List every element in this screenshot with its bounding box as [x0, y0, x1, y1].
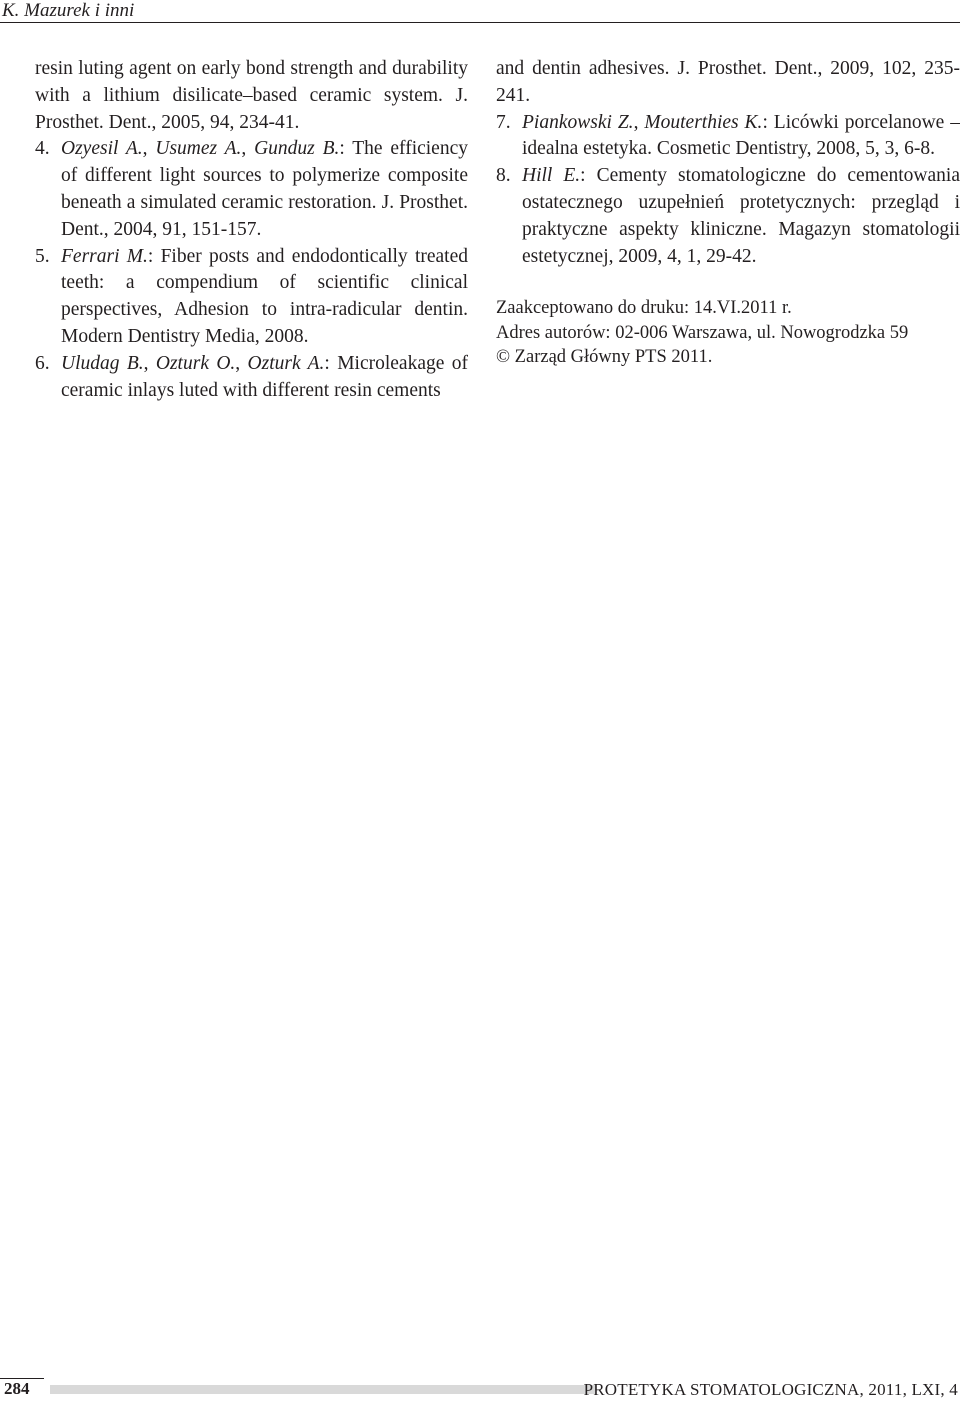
reference-item: 4. Ozyesil A., Usumez A., Gunduz B.: The efficiency of different light sources to polymerize composite beneath a simulated ceramic restoration. J. Prosthet. Dent., 2004, 91, 151-157.	[35, 138, 468, 240]
acceptance-date: Zaakceptowano do druku: 14.VI.2011 r.	[496, 298, 792, 319]
reference-author: Ozturk O.	[155, 352, 236, 374]
copyright-notice: © Zarząd Główny PTS 2011.	[496, 347, 713, 368]
reference-list-left	[35, 136, 468, 404]
footer-bar	[50, 1385, 596, 1394]
journal-footer: PROTETYKA STOMATOLOGICZNA, 2011, LXI, 4	[583, 1380, 958, 1399]
reference-text: : Fiber posts and endodontically treated teeth: a compendium of scientific clinical perspectives, Adhesion to intra-radicular dentin. Modern Dentistry Media, 2008.	[61, 245, 468, 347]
reference-item: 7. Piankowski Z., Mouterthies K.: Licówki porcelanowe – idealna estetyka. Cosmetic Dentistry, 2008, 5, 3, 6-8.	[496, 111, 960, 160]
reference-number: 8.	[496, 165, 511, 187]
reference-author: Ozturk A.	[247, 352, 325, 374]
reference-author: Mouterthies K.	[644, 111, 763, 133]
reference-author: Piankowski Z.	[522, 111, 634, 133]
reference-continuation: and dentin adhesives. J. Prosthet. Dent., 2009, 102, 235-241.	[496, 58, 960, 106]
reference-author: Uludag B.	[61, 352, 144, 374]
reference-author: Ozyesil A.	[61, 138, 143, 160]
left-column	[35, 56, 468, 404]
reference-text: : The efficiency of different light sources to polymerize composite beneath a simulated ceramic restoration. J. Prosthet. Dent., 2004, 91, 151-157.	[61, 138, 468, 240]
reference-number: 6.	[35, 352, 50, 374]
reference-author: Hill E.	[522, 165, 581, 187]
author-address: Adres autorów: 02-006 Warszawa, ul. Nowogrodzka 59	[496, 322, 909, 343]
reference-list-right	[496, 110, 960, 271]
reference-text: : Microleakage of ceramic inlays luted with different resin cements	[61, 352, 468, 401]
page-number: 284	[4, 1379, 30, 1398]
reference-item: 6. Uludag B., Ozturk O., Ozturk A.: Microleakage of ceramic inlays luted with different resin cements	[35, 352, 468, 401]
reference-author: Usumez A.	[155, 138, 242, 160]
header-rule	[0, 22, 960, 23]
reference-item	[35, 244, 468, 351]
reference-author: Gunduz B.	[254, 138, 340, 160]
publication-notes	[496, 296, 960, 370]
reference-text: : Cementy stomatologiczne do cementowania ostatecznego uzupełnień protetycznych: przegląd i praktyczne aspekty kliniczne. Magazyn stomatologii estetycznej, 2009, 4, 1, 29-42.	[522, 165, 960, 267]
reference-number: 7.	[496, 111, 511, 133]
reference-item	[496, 163, 960, 270]
reference-number: 4.	[35, 138, 50, 160]
running-head: K. Mazurek i inni	[2, 0, 135, 21]
reference-author: Ferrari M.	[61, 245, 148, 267]
reference-continuation: resin luting agent on early bond strength and durability with a lithium disilicate–based ceramic system. J. Prosthet. Dent., 2005, 94, 234-41.	[35, 58, 468, 133]
reference-text: : Licówki porcelanowe – idealna estetyka. Cosmetic Dentistry, 2008, 5, 3, 6-8.	[522, 111, 960, 160]
right-column	[496, 56, 960, 370]
reference-number: 5.	[35, 245, 50, 267]
